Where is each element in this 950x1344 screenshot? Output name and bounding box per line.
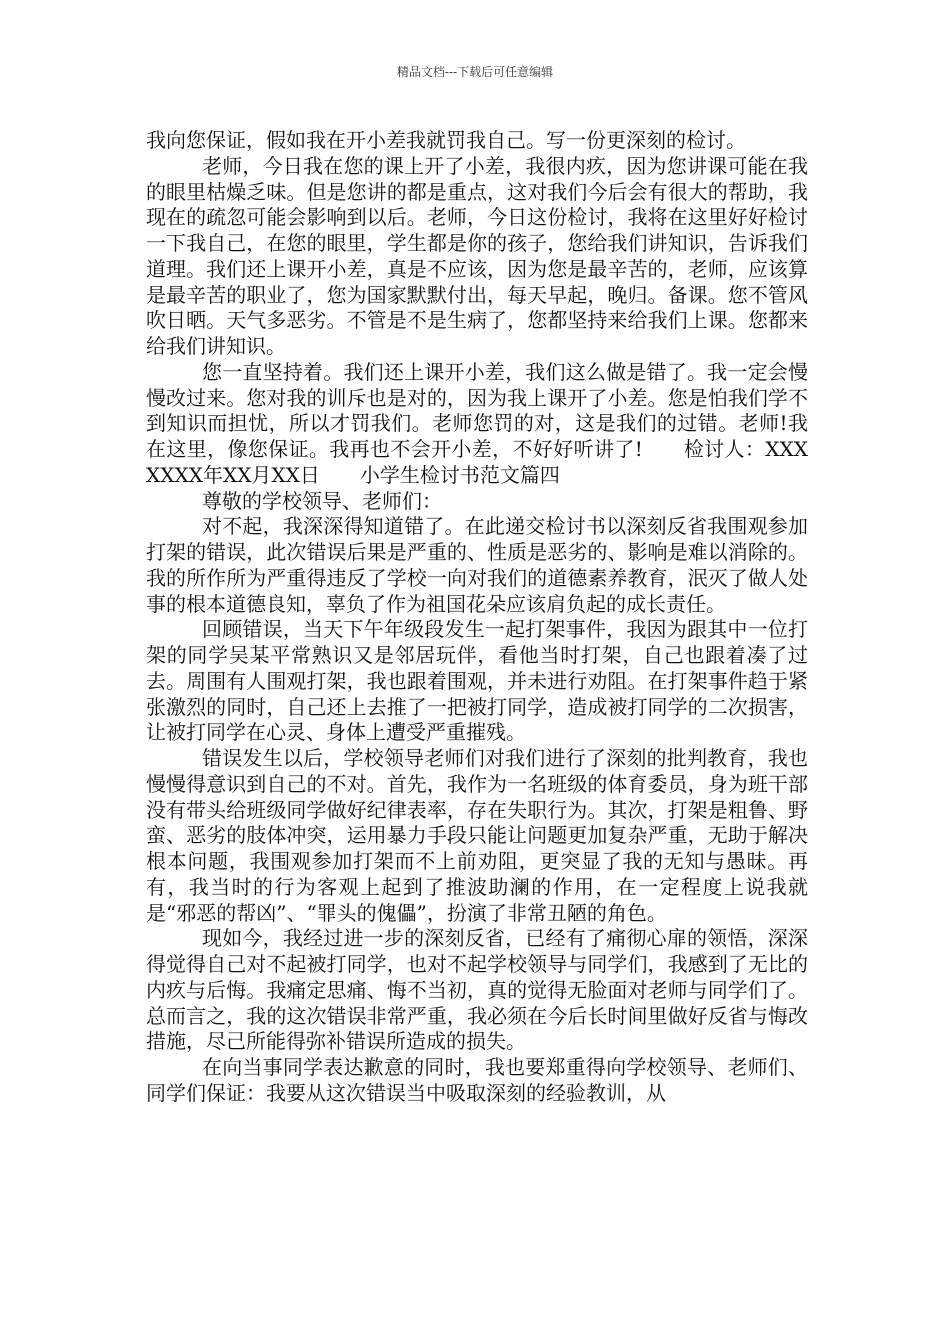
salutation: 尊敬的学校领导、老师们： — [202, 488, 442, 513]
paragraph: 老师，今日我在您的课上开了小差，我很内疚，因为您讲课可能在我的眼里枯燥乏味。但是您讲的都是重点，这对我们今后会有很大的帮助，我现在的疏忽可能会影响到以后。老师，今日这份检讨，我将在这里好好检讨一下我自己，在您的眼里，学生都是你的孩子，您给我们讲知识，告诉我们道理。我们还上课开小差，真是不应该，因为您是最辛苦的，老师，应该算是最辛苦的职业了，您为国家默默付出，每天早起，晚归。备课。您不管风吹日晒。天气多恶劣。不管是不是生病了，您都坚持来给我们上课。您都来给我们讲知识。 — [146, 153, 808, 358]
paragraph: 在向当事同学表达歉意的同时，我也要郑重得向学校领导、老师们、同学们保证：我要从这次错误当中吸取深刻的经验教训，从 — [146, 1055, 808, 1105]
paragraph: 错误发生以后，学校领导老师们对我们进行了深刻的批判教育，我也慢慢得意识到自己的不对。首先，我作为一名班级的体育委员，身为班干部没有带头给班级同学做好纪律表率，存在失职行为。其次，打架是粗鲁、野蛮、恶劣的肢体冲突，运用暴力手段只能让问题更加复杂严重，无助于解决根本问题，我围观参加打架而不上前劝阻，更突显了我的无知与愚昧。再有，我当时的行为客观上起到了推波助澜的作用，在一定程度上说我就是“邪恶的帮凶”、“罪头的傀儡”，扮演了非常丑陋的角色。 — [146, 746, 808, 925]
paragraph: 我向您保证，假如我在开小差我就罚我自己。写一份更深刻的检讨。 — [146, 128, 746, 152]
page-header: 精品文档---下载后可任意编辑 — [396, 65, 554, 79]
paragraph: 现如今，我经过进一步的深刻反省，已经有了痛彻心扉的领悟，深深得觉得自己对不起被打同学，也对不起学校领导与同学们，我感到了无比的内疚与后悔。我痛定思痛、悔不当初，真的觉得无脸面对老师与同学们了。总而言之，我的这次错误非常严重，我必须在今后长时间里做好反省与悔改措施，尽己所能得弥补错误所造成的损失。 — [146, 926, 808, 1054]
paragraph: 对不起，我深深得知道错了。在此递交检讨书以深刻反省我围观参加打架的错误，此次错误后果是严重的、性质是恶劣的、影响是难以消除的。我的所作所为严重得违反了学校一向对我们的道德素养教育，泯灭了做人处事的根本道德良知，辜负了作为祖国花朵应该肩负起的成长责任。 — [146, 514, 808, 616]
paragraph: 您一直坚持着。我们还上课开小差，我们这么做是错了。我一定会慢慢改过来。您对我的训斥也是对的，因为我上课开了小差。您是怕我们学不到知识而担忧，所以才罚我们。老师您罚的对，这是我们的过错。老师!我在这里，像您保证。我再也不会开小差，不好好听讲了! 检讨人：XXX XXXX年XX月XX日 小学生检讨书范文篇四 — [146, 359, 848, 487]
paragraph: 回顾错误，当天下午年级段发生一起打架事件，我因为跟其中一位打架的同学吴某平常熟识又是邻居玩伴，看他当时打架，自己也跟着凑了过去。周围有人围观打架，我也跟着围观，并未进行劝阻。在打架事件趋于紧张激烈的同时，自己还上去推了一把被打同学，造成被打同学的二次损害，让被打同学在心灵、身体上遭受严重摧残。 — [146, 617, 808, 745]
document-body — [146, 128, 848, 1107]
